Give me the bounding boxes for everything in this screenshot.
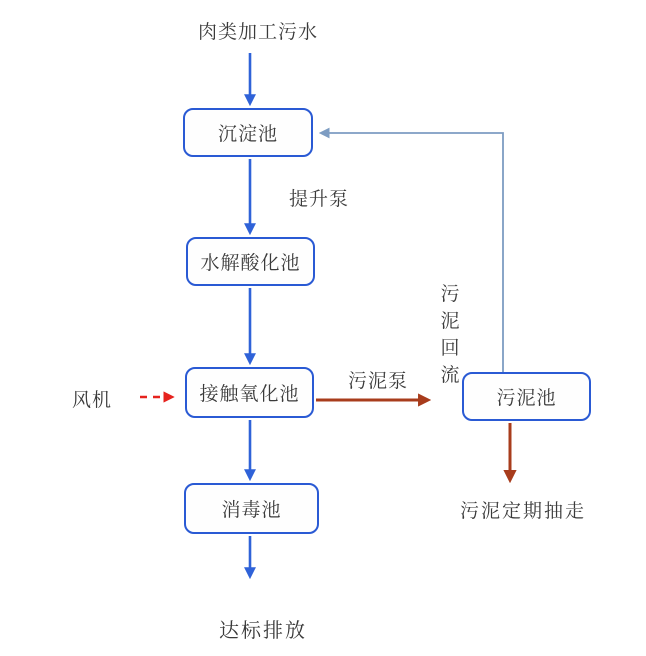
- node-disinfection-tank: [184, 483, 319, 534]
- node-influent-label: 肉类加工污水: [198, 22, 319, 43]
- node-contact-oxidation-tank: [185, 367, 314, 418]
- disinfection-tank-label: 消毒池: [221, 500, 282, 521]
- sludge-removal-label: 污泥定期抽走: [460, 501, 587, 522]
- node-sedimentation-tank: [183, 108, 313, 157]
- node-sludge-tank: [462, 372, 591, 421]
- contact-oxidation-tank-label: 接触氧化池: [199, 384, 300, 405]
- fan-label: 风机: [72, 390, 113, 411]
- hydrolysis-tank-label: 水解酸化池: [200, 253, 301, 274]
- sedimentation-tank-label: 沉淀池: [217, 124, 278, 145]
- sludge-tank-label: 污泥池: [496, 388, 557, 409]
- discharge-label: 达标排放: [219, 620, 307, 642]
- node-hydrolysis-acidification-tank: [186, 237, 315, 286]
- sludge-pump-label: 污泥泵: [348, 371, 409, 392]
- sludge-return-label: 污泥回流: [440, 284, 460, 386]
- edge-sludge-return-to-sedimentation: [328, 133, 503, 372]
- lift-pump-label: 提升泵: [289, 189, 350, 210]
